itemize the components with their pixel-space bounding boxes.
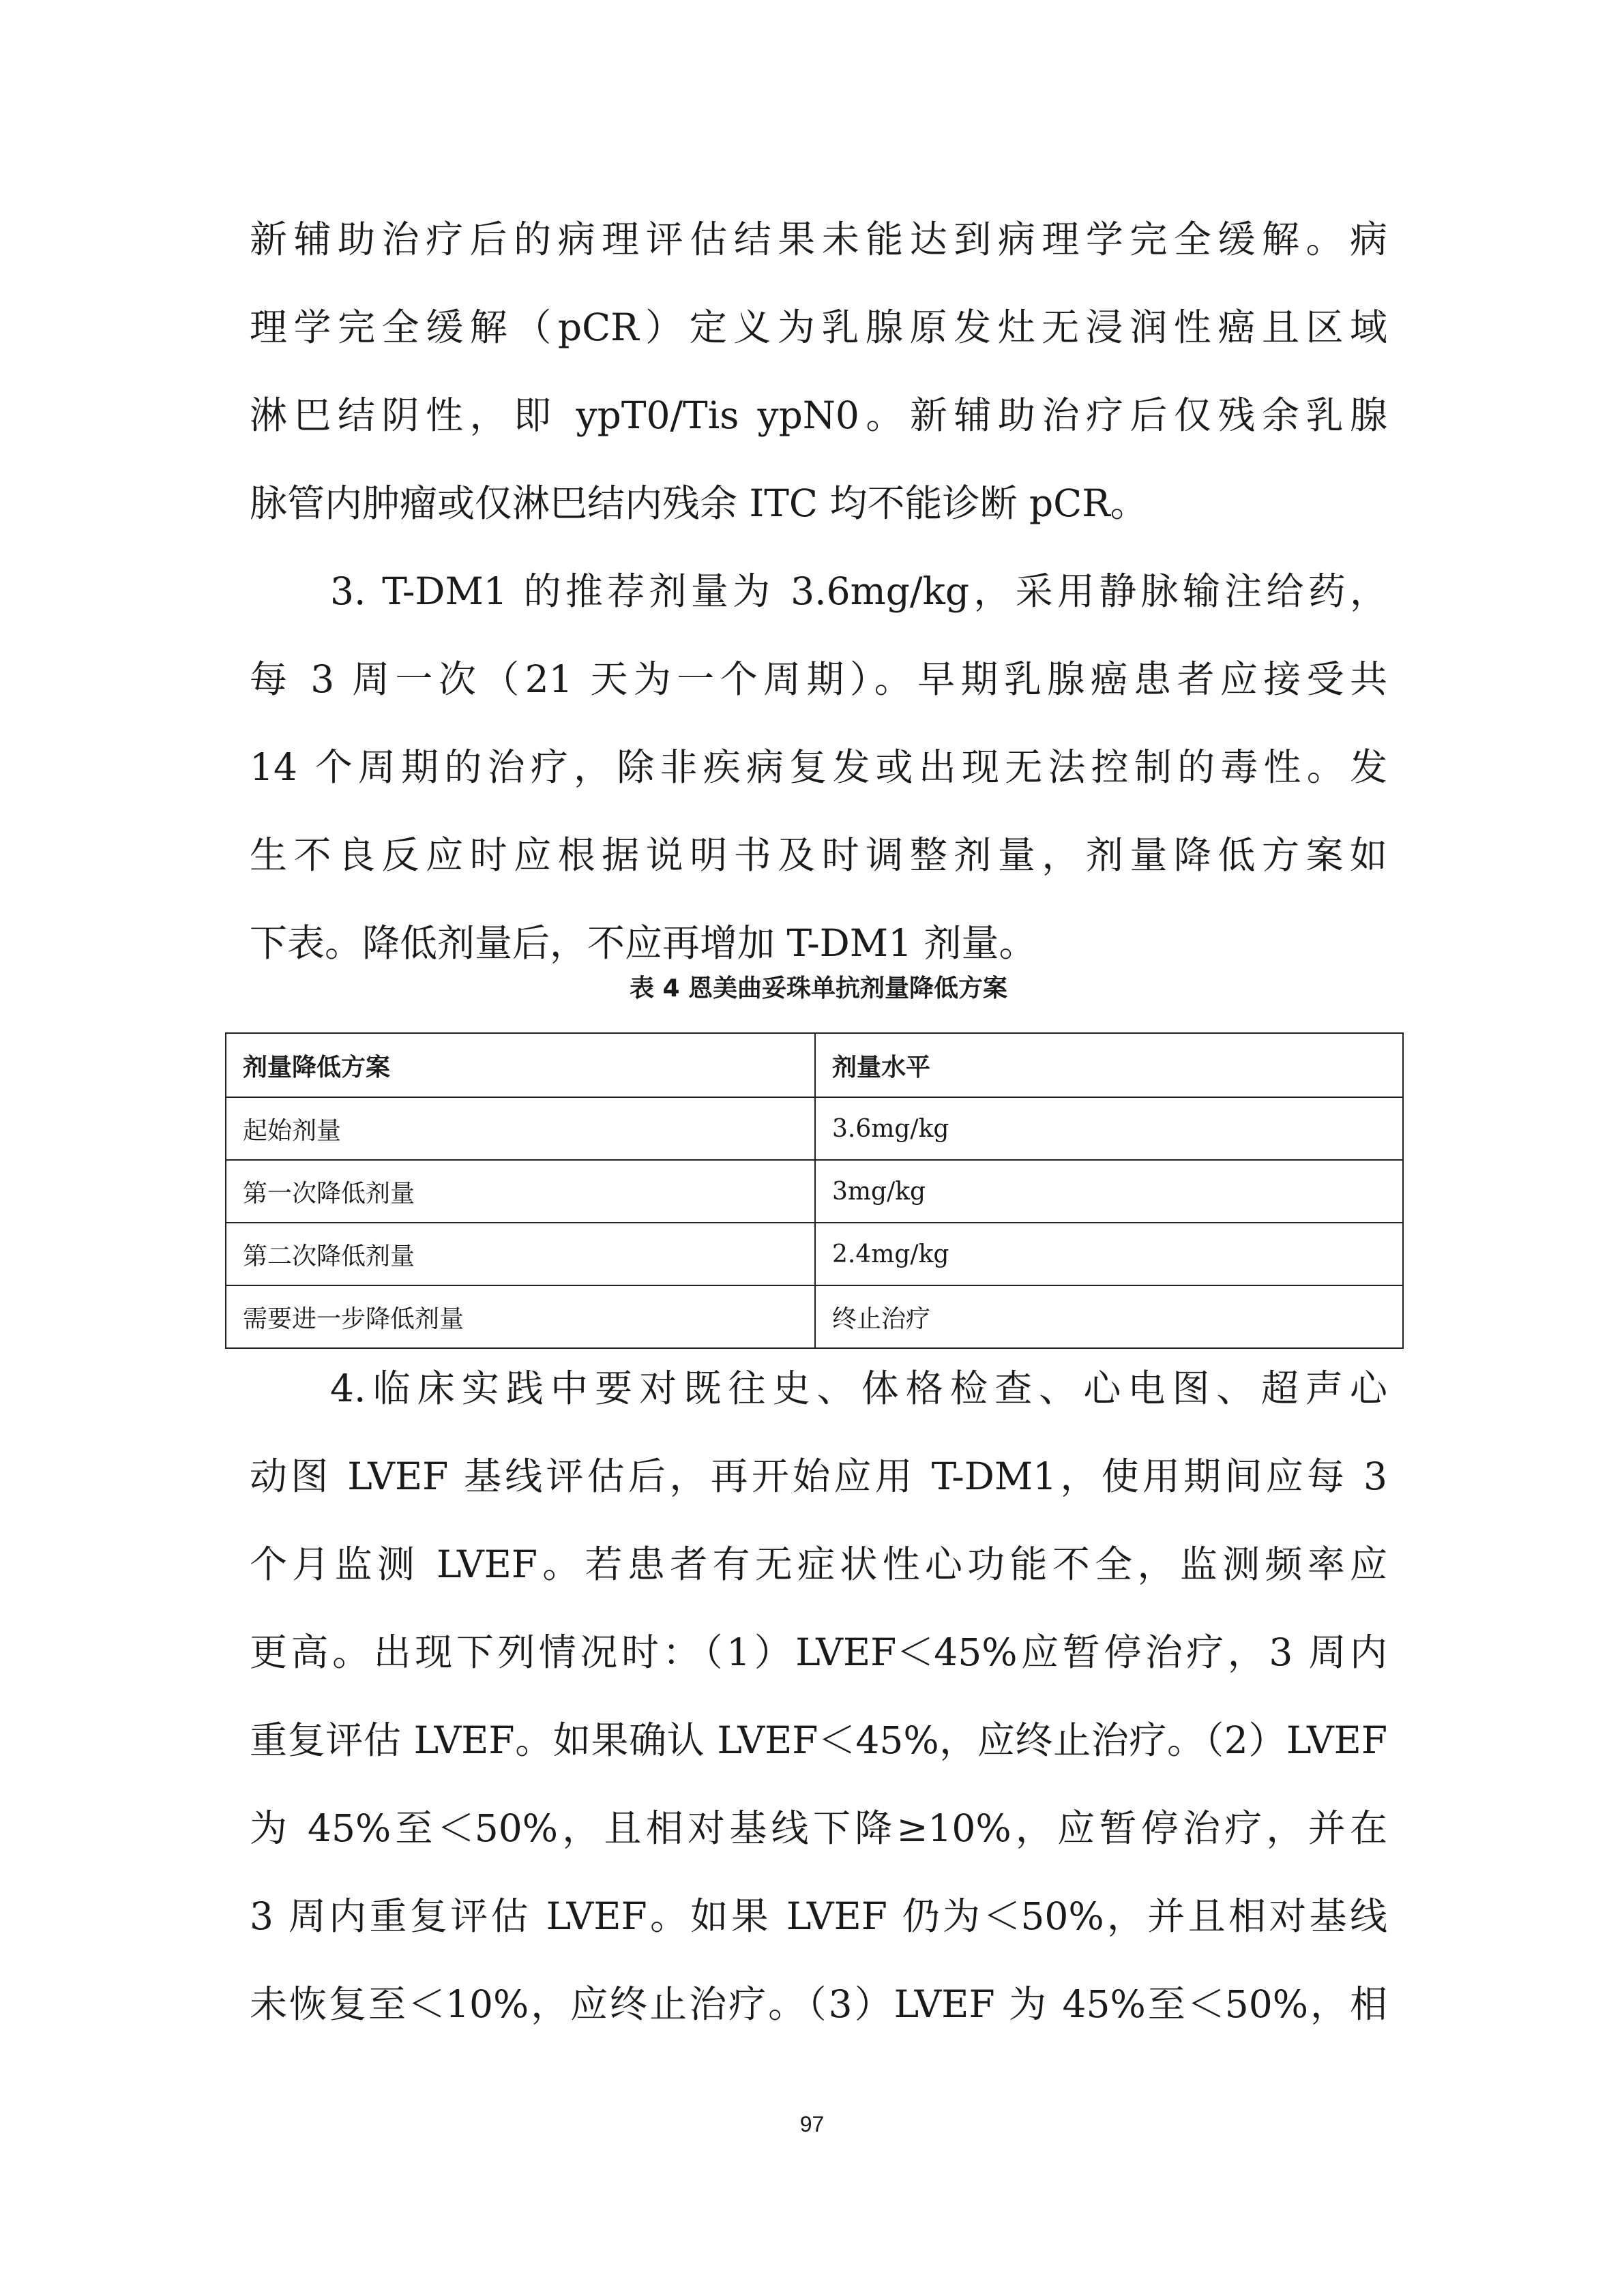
text-line: 动图 LVEF 基线评估后，再开始应用 T-DM1，使用期间应每 3 — [250, 1455, 1387, 1498]
text-line: 脉管内肿瘤或仅淋巴结内残余 ITC 均不能诊断 pCR。 — [250, 481, 1148, 525]
text-line: 为 45%至＜50%，且相对基线下降≥10%，应暂停治疗，并在 — [250, 1806, 1387, 1850]
table-cell: 3mg/kg — [815, 1160, 1403, 1223]
table-cell: 第二次降低剂量 — [226, 1223, 815, 1285]
text-line: 下表。降低剂量后，不应再增加 T-DM1 剂量。 — [250, 921, 1037, 965]
table-header-cell: 剂量水平 — [815, 1033, 1403, 1097]
table-cell: 3.6mg/kg — [815, 1097, 1403, 1160]
text-line: 14 个周期的治疗，除非疾病复发或出现无法控制的毒性。发 — [250, 745, 1387, 789]
text-line: 4.临床实践中要对既往史、体格检查、心电图、超声心 — [330, 1367, 1387, 1410]
table-cell: 第一次降低剂量 — [226, 1160, 815, 1223]
table-cell: 终止治疗 — [815, 1285, 1403, 1348]
table-row — [226, 1097, 1403, 1160]
text-line: 个月监测 LVEF。若患者有无症状性心功能不全，监测频率应 — [250, 1542, 1387, 1586]
table-row — [226, 1285, 1403, 1348]
text-line: 淋巴结阴性，即 ypT0/Tis ypN0。新辅助治疗后仅残余乳腺 — [250, 393, 1387, 437]
table-header-row — [226, 1033, 1403, 1097]
text-line: 理学完全缓解（pCR）定义为乳腺原发灶无浸润性癌且区域 — [250, 305, 1387, 349]
table-header-cell: 剂量降低方案 — [226, 1033, 815, 1097]
text-line: 生不良反应时应根据说明书及时调整剂量，剂量降低方案如 — [250, 833, 1387, 877]
text-line: 3. T-DM1 的推荐剂量为 3.6mg/kg，采用静脉输注给药， — [330, 569, 1387, 613]
dose-reduction-table — [225, 1032, 1404, 1349]
text-line: 重复评估 LVEF。如果确认 LVEF＜45%，应终止治疗。（2）LVEF — [250, 1718, 1387, 1762]
text-line: 未恢复至＜10%，应终止治疗。（3）LVEF 为 45%至＜50%，相 — [250, 1982, 1387, 2026]
table-cell: 需要进一步降低剂量 — [226, 1285, 815, 1348]
table-cell: 起始剂量 — [226, 1097, 815, 1160]
page-number: 97 — [799, 2112, 825, 2136]
table-cell: 2.4mg/kg — [815, 1223, 1403, 1285]
table-row — [226, 1223, 1403, 1285]
text-line: 每 3 周一次（21 天为一个周期）。早期乳腺癌患者应接受共 — [250, 657, 1387, 701]
text-line: 新辅助治疗后的病理评估结果未能达到病理学完全缓解。病 — [250, 218, 1387, 261]
table-row — [226, 1160, 1403, 1223]
table-caption: 表 4 恩美曲妥珠单抗剂量降低方案 — [629, 974, 1008, 1002]
text-line: 3 周内重复评估 LVEF。如果 LVEF 仍为＜50%，并且相对基线 — [250, 1894, 1387, 1938]
text-line: 更高。出现下列情况时：（1）LVEF＜45%应暂停治疗，3 周内 — [250, 1630, 1387, 1674]
